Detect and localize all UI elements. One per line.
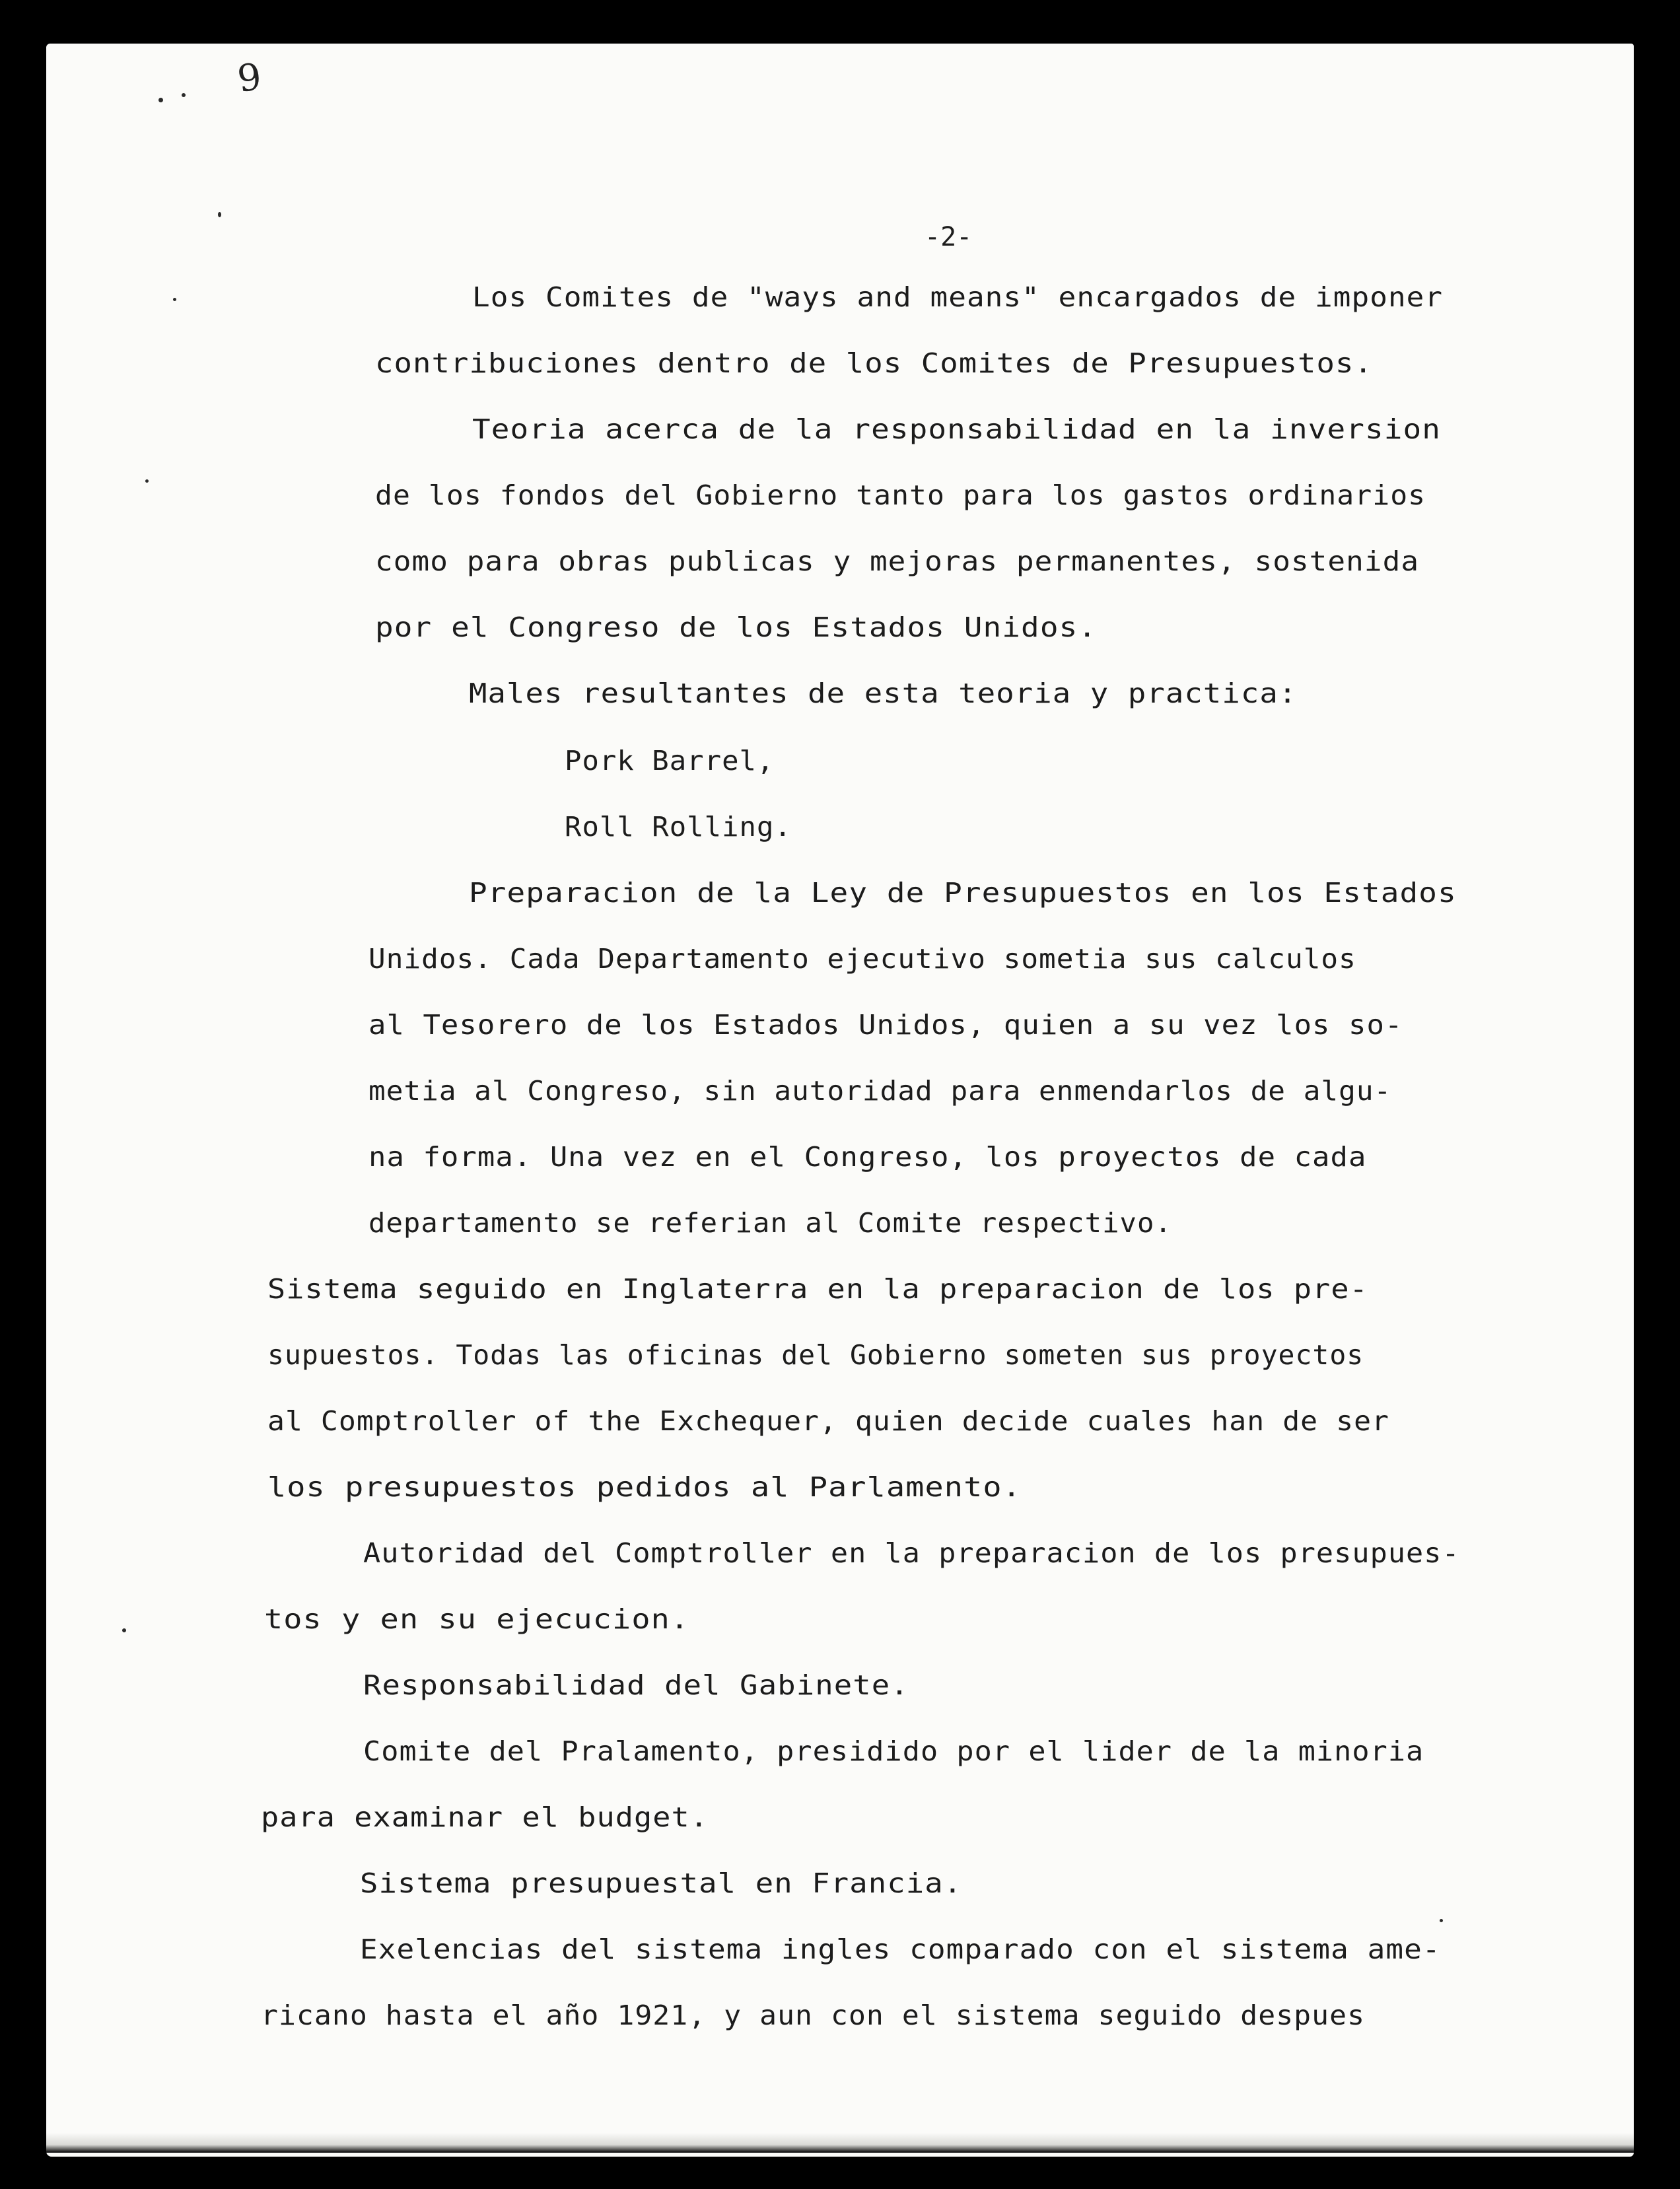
ink-speck bbox=[1440, 1919, 1443, 1922]
ink-speck bbox=[145, 479, 149, 483]
text-line: por el Congreso de los Estados Unidos. bbox=[375, 611, 1098, 643]
text-line: al Comptroller of the Exchequer, quien decide cuales han de ser bbox=[267, 1405, 1390, 1437]
text-line: al Tesorero de los Estados Unidos, quien a su vez los so- bbox=[368, 1009, 1403, 1041]
ink-speck bbox=[173, 298, 176, 301]
text-line: de los fondos del Gobierno tanto para los gastos ordinarios bbox=[375, 479, 1426, 511]
text-line: Exelencias del sistema ingles comparado con el sistema ame- bbox=[360, 1933, 1441, 1965]
text-line: Responsabilidad del Gabinete. bbox=[363, 1669, 909, 1701]
ink-speck bbox=[182, 93, 186, 97]
ink-speck bbox=[122, 1628, 126, 1632]
ink-speck bbox=[218, 212, 221, 217]
scan-edge bbox=[46, 2133, 1634, 2153]
text-line: metia al Congreso, sin autoridad para enmendarlos de algu- bbox=[368, 1075, 1392, 1107]
text-line: contribuciones dentro de los Comites de Presupuestos. bbox=[375, 347, 1374, 379]
text-line: como para obras publicas y mejoras permanentes, sostenida bbox=[375, 545, 1420, 577]
text-line: Los Comites de "ways and means" encargados de imponer bbox=[472, 281, 1444, 313]
text-line: Sistema presupuestal en Francia. bbox=[360, 1867, 963, 1899]
text-line: los presupuestos pedidos al Parlamento. bbox=[267, 1471, 1022, 1503]
text-line: Roll Rolling. bbox=[565, 811, 792, 843]
text-line: Pork Barrel, bbox=[565, 745, 775, 777]
text-line: supuestos. Todas las oficinas del Gobierno someten sus proyectos bbox=[267, 1339, 1364, 1371]
text-line: na forma. Una vez en el Congreso, los proyectos de cada bbox=[368, 1141, 1367, 1173]
text-line: Comite del Pralamento, presidido por el lider de la minoria bbox=[363, 1735, 1424, 1767]
page-number: -2- bbox=[925, 222, 973, 252]
text-line: Autoridad del Comptroller en la preparacion de los presupues- bbox=[363, 1537, 1460, 1569]
text-line: ricano hasta el año 1921, y aun con el sistema seguido despues bbox=[261, 1999, 1366, 2031]
text-line: Males resultantes de esta teoria y practica: bbox=[469, 678, 1298, 709]
text-line: departamento se referian al Comite respectivo. bbox=[368, 1207, 1172, 1239]
text-line: Sistema seguido en Inglaterra en la preparacion de los pre- bbox=[267, 1273, 1368, 1305]
text-line: Unidos. Cada Departamento ejecutivo sometia sus calculos bbox=[368, 943, 1356, 975]
ink-speck bbox=[158, 98, 163, 102]
text-line: tos y en su ejecucion. bbox=[264, 1603, 690, 1635]
text-line: Teoria acerca de la responsabilidad en la inversion bbox=[472, 413, 1442, 445]
handwritten-page-mark: 9 bbox=[234, 55, 264, 102]
document-page bbox=[46, 44, 1634, 2157]
text-line: para examinar el budget. bbox=[261, 1801, 709, 1833]
text-line: Preparacion de la Ley de Presupuestos en los Estados bbox=[469, 877, 1457, 909]
